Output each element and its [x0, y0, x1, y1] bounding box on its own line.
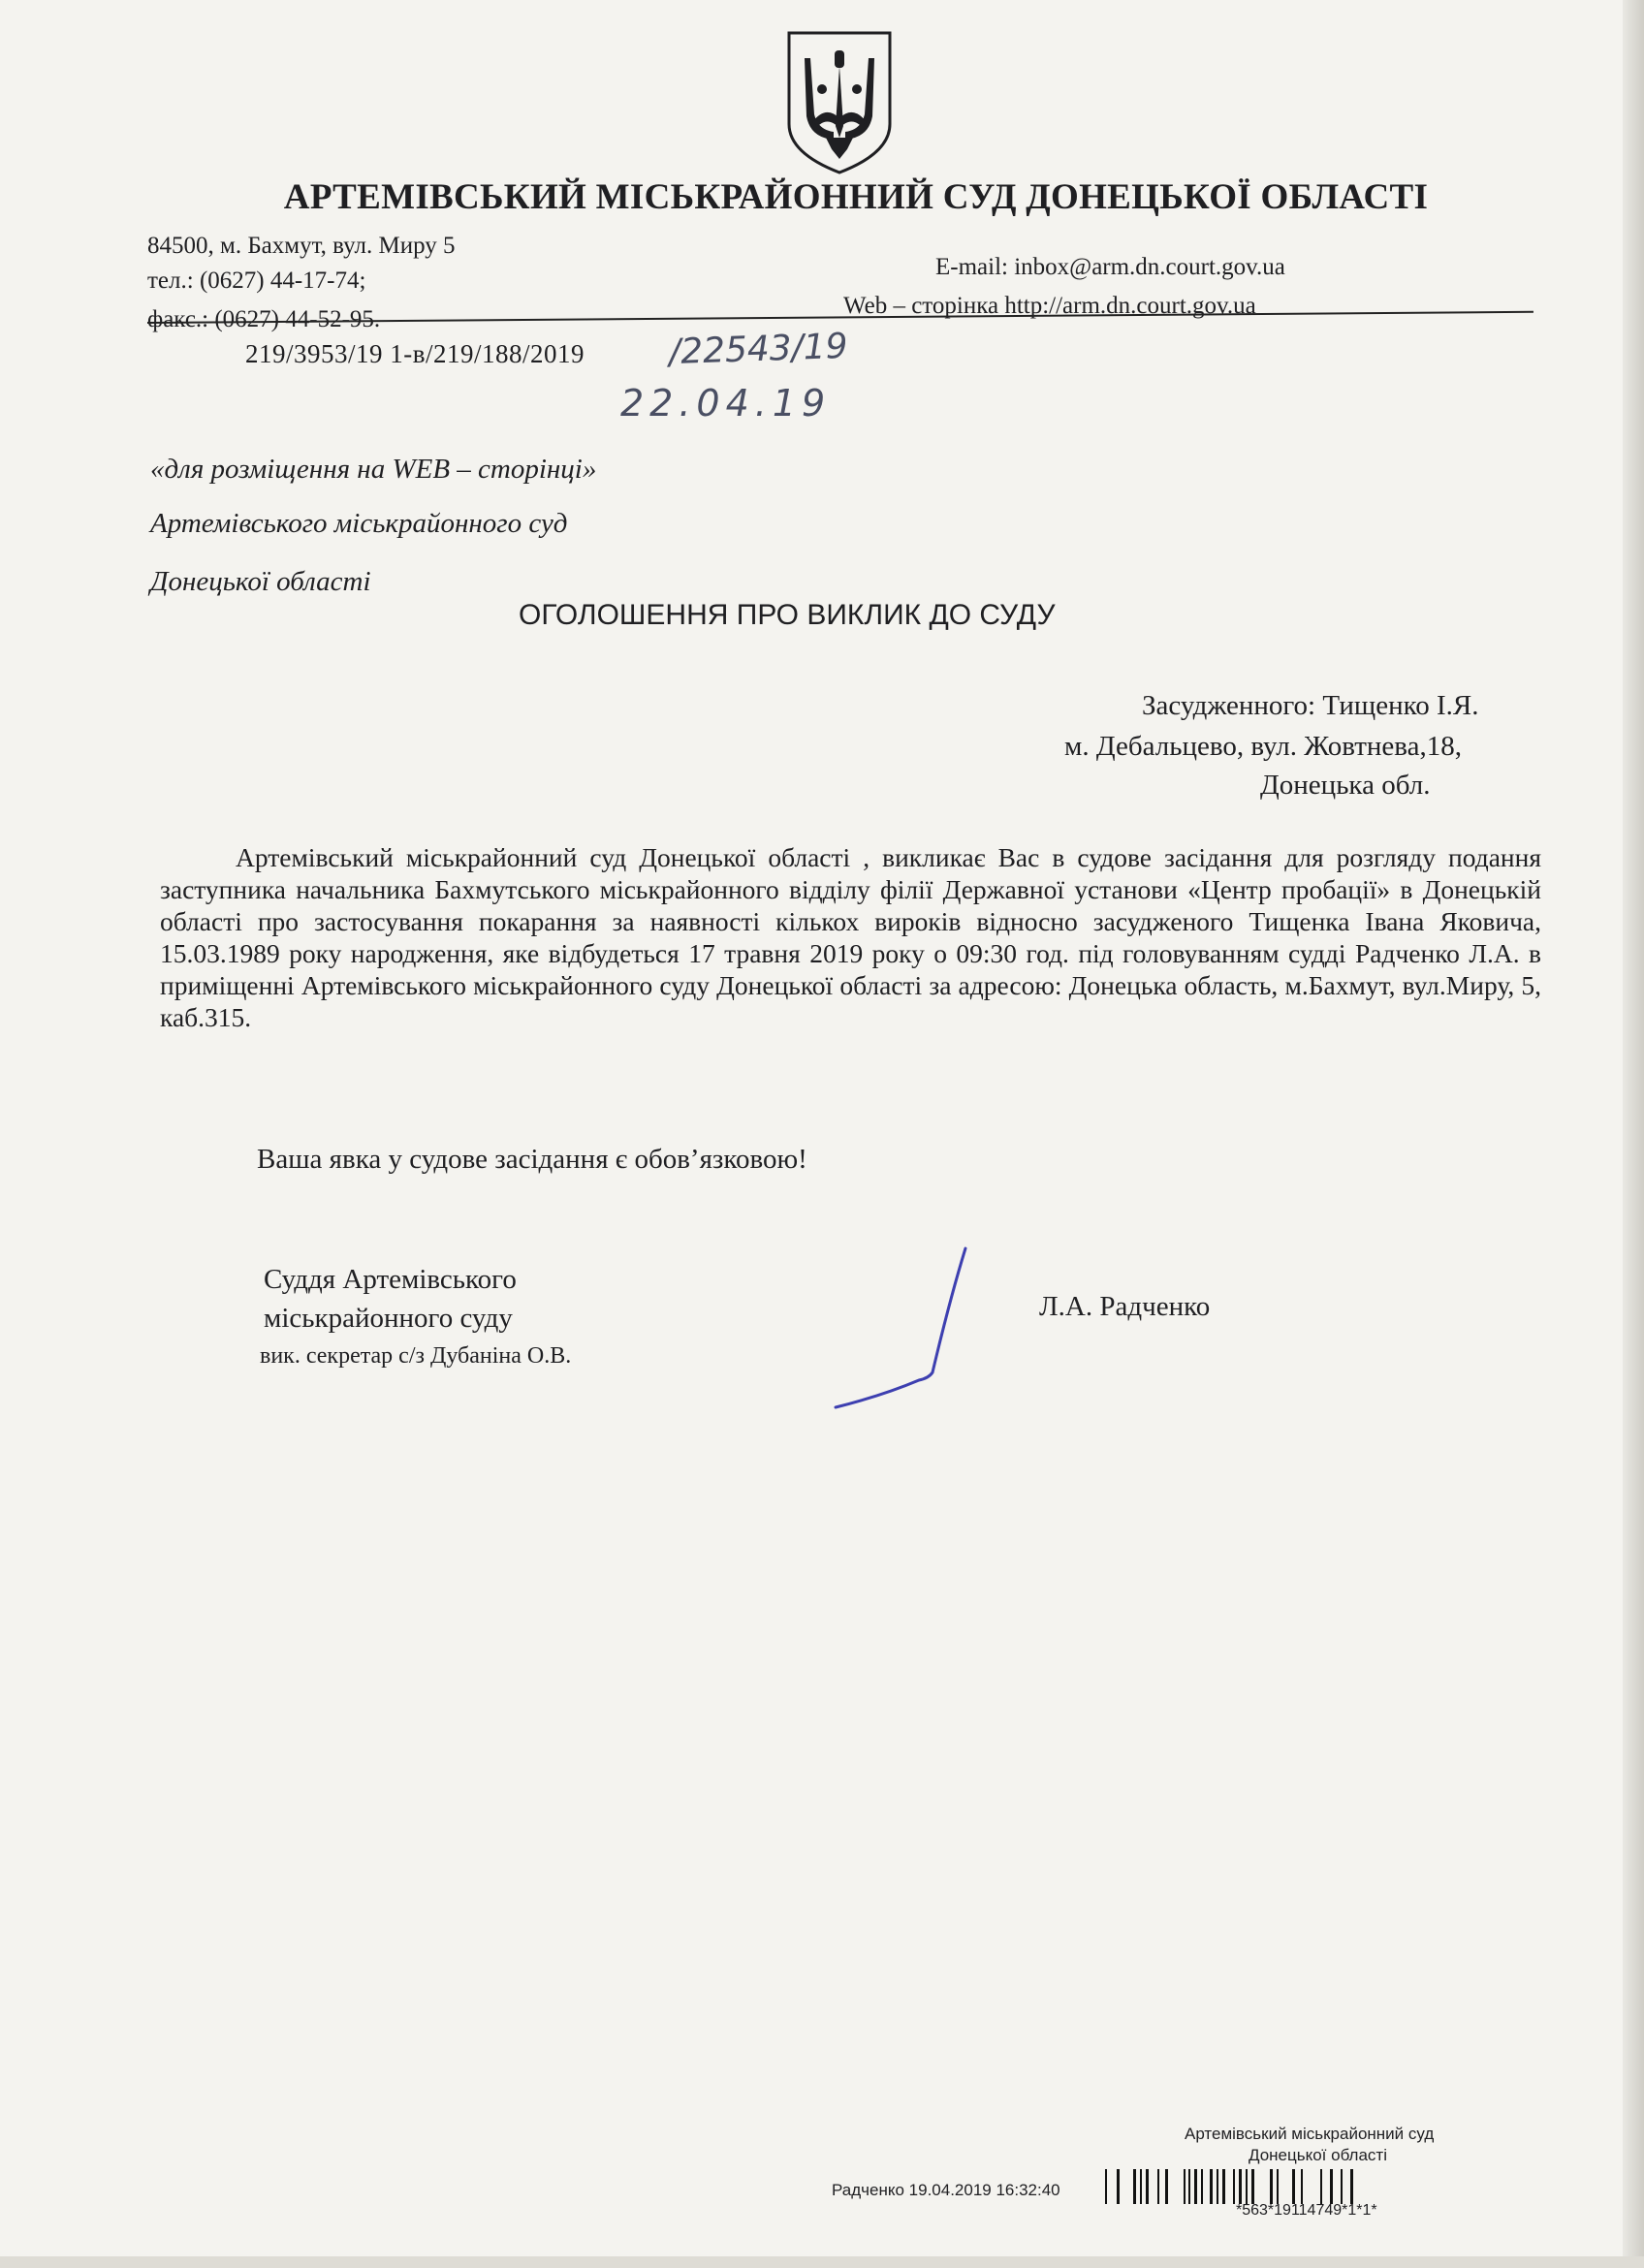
secretary-line: вик. секретар с/з Дубаніна О.В.	[260, 1343, 572, 1369]
court-website: Web – сторінка http://arm.dn.court.gov.ua	[843, 293, 1256, 319]
summons-body: Артемівський міськрайонний суд Донецької області , викликає Вас в судове засідання для розгляду подання заступника начальника Бахмутського міськрайонного відділу філії Державної установи «Центр пробації» в Донецькій області про застосування покарання за наявності кількох вироків відносно засудженого Тищенка Івана Яковича, 15.03.1989 року народження, яке відбудеться 17 травня 2019 року о 09:30 год. під головуванням судді Радченко Л.А. в приміщенні Артемівського міськрайонного суду Донецької області за адресою: Донецька область, м.Бахмут, вул.Миру, 5, каб.315.	[160, 842, 1541, 1032]
attendance-obligation: Ваша явка у судове засідання є обов’язковою!	[257, 1144, 807, 1175]
court-fax: факс.: (0627) 44-52-95.	[147, 306, 381, 332]
court-email: E-mail: inbox@arm.dn.court.gov.ua	[935, 254, 1285, 280]
scan-bottom-edge	[0, 2256, 1644, 2268]
handwritten-registration-date: 22.04.19	[620, 382, 832, 425]
stamp-court-line2: Донецької області	[1249, 2146, 1387, 2164]
case-numbers: 219/3953/19 1-в/219/188/2019	[245, 339, 585, 368]
judge-title-line1: Суддя Артемівського	[264, 1264, 517, 1295]
barcode-number: *563*19114749*1*1*	[1236, 2202, 1377, 2219]
handwritten-signature	[824, 1241, 979, 1425]
scan-right-edge	[1623, 0, 1644, 2268]
notice-title: ОГОЛОШЕННЯ ПРО ВИКЛИК ДО СУДУ	[519, 599, 1056, 631]
addressee-region: Донецька обл.	[1260, 770, 1431, 801]
handwritten-registration-number: /22543/19	[668, 326, 849, 373]
court-address: 84500, м. Бахмут, вул. Миру 5	[147, 233, 456, 259]
judge-title-line2: міськрайонного суду	[264, 1303, 513, 1334]
placement-note-line2: Артемівського міськрайонного суд	[150, 508, 568, 539]
stamp-registered-by: Радченко 19.04.2019 16:32:40	[832, 2181, 1060, 2199]
court-name-heading: АРТЕМІВСЬКИЙ МІСЬКРАЙОННИЙ СУД ДОНЕЦЬКОЇ ОБЛАСТІ	[283, 177, 1429, 217]
placement-note-line3: Донецької області	[150, 566, 371, 597]
coat-of-arms-icon	[783, 29, 896, 176]
judge-name: Л.А. Радченко	[1039, 1291, 1211, 1322]
court-phone: тел.: (0627) 44-17-74;	[147, 268, 366, 294]
registration-barcode	[1105, 2169, 1353, 2204]
placement-note-line1: «для розміщення на WEB – сторінці»	[150, 454, 597, 485]
addressee-street: м. Дебальцево, вул. Жовтнева,18,	[1064, 731, 1462, 762]
stamp-court-line1: Артемівський міськрайонний суд	[1185, 2125, 1435, 2143]
addressee-name: Засудженного: Тищенко І.Я.	[1142, 690, 1479, 721]
